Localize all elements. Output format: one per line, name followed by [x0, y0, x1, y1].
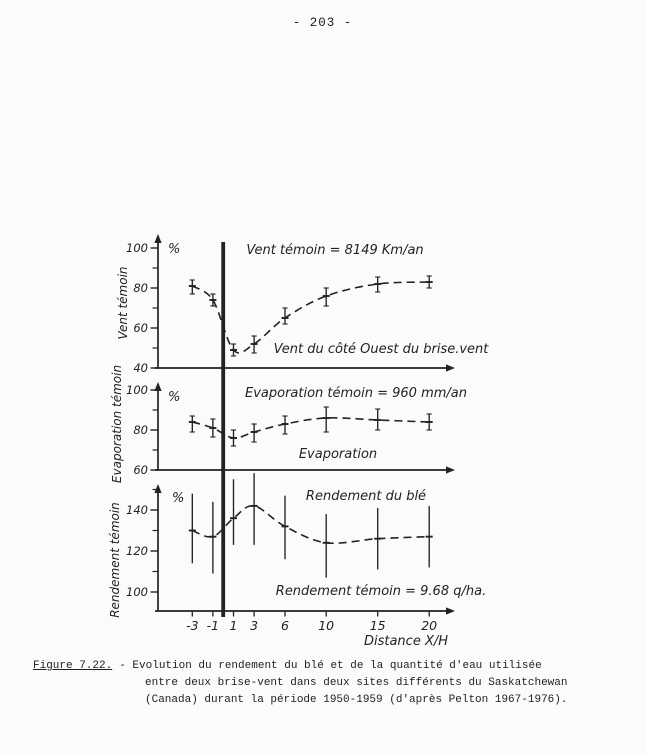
- x-axis-arrow: [446, 466, 455, 473]
- x-tick-label: 6: [281, 618, 289, 633]
- x-tick-label: 3: [250, 618, 259, 633]
- error-bars: [189, 407, 433, 446]
- annotation: Vent du côté Ouest du brise.vent: [273, 342, 489, 357]
- annotation: Evaporation témoin = 960 mm/an: [244, 386, 468, 401]
- annotation: Rendement témoin = 9.68 q/ha.: [275, 584, 487, 599]
- x-tick-label: -1: [206, 618, 220, 633]
- x-tick-label: 15: [369, 618, 386, 633]
- figure-label: Figure 7.22.: [33, 660, 113, 672]
- caption-line-1: [33, 658, 613, 675]
- y-tick-label: 100: [126, 383, 148, 397]
- x-tick-label: -3: [186, 618, 199, 633]
- figure-caption: [33, 658, 613, 709]
- y-axis-title: Vent témoin: [116, 266, 130, 340]
- x-tick-label: 20: [421, 618, 438, 633]
- x-tick-label: 10: [318, 618, 335, 633]
- chart-evaporation-temoin: [110, 365, 467, 483]
- series-curve: [192, 506, 429, 544]
- y-unit-label: %: [172, 491, 185, 506]
- chart-vent-temoin: [116, 234, 489, 375]
- annotation: Rendement du blé: [305, 489, 427, 504]
- caption-text-1: - Evolution du rendement du blé et de la quantité d'eau utilisée: [119, 660, 542, 672]
- y-tick-label: 60: [133, 463, 148, 477]
- caption-line-2: entre deux brise-vent dans deux sites différents du Saskatchewan: [145, 677, 568, 689]
- x-axis-title: Distance X/H: [363, 634, 449, 649]
- y-unit-label: %: [168, 390, 181, 405]
- x-tick-label: 1: [229, 618, 238, 633]
- y-axis-arrow: [154, 234, 161, 243]
- page-number: - 203 -: [292, 16, 353, 30]
- annotation: Vent témoin = 8149 Km/an: [246, 243, 424, 258]
- y-axis-arrow: [154, 484, 161, 493]
- series-curve: [192, 418, 429, 438]
- y-tick-label: 100: [126, 241, 148, 255]
- x-axis-arrow: [446, 607, 455, 614]
- annotation: Evaporation: [298, 447, 378, 462]
- y-tick-label: 120: [126, 544, 148, 558]
- y-tick-label: 80: [133, 423, 148, 437]
- caption-line-3: (Canada) durant la période 1950-1959 (d'après Pelton 1967-1976).: [145, 694, 568, 706]
- y-unit-label: %: [168, 242, 181, 257]
- y-tick-label: 60: [133, 321, 148, 335]
- x-axis-arrow: [446, 364, 455, 371]
- y-tick-label: 40: [133, 361, 148, 375]
- y-tick-label: 80: [133, 281, 148, 295]
- y-axis-title: Rendement témoin: [108, 502, 122, 618]
- y-tick-label: 140: [126, 503, 148, 517]
- y-tick-label: 100: [126, 585, 148, 599]
- chart-rendement-temoin: [108, 473, 486, 618]
- y-axis-title: Evaporation témoin: [110, 364, 124, 484]
